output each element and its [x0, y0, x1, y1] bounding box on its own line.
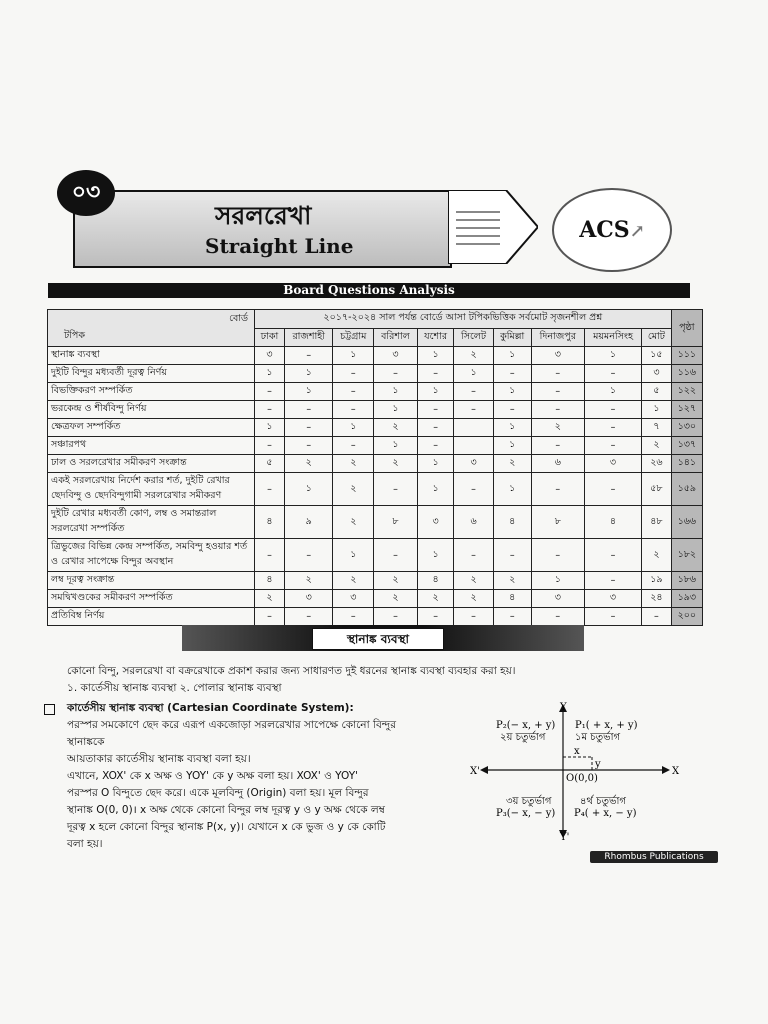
- table-row: [48, 572, 703, 590]
- topic-cell: বিভক্তিকরণ সম্পর্কিত: [48, 383, 255, 401]
- q3-label: ৩য় চতুর্ভাগ: [506, 796, 552, 807]
- value-cell: ১: [493, 347, 531, 365]
- value-cell: ৪: [493, 506, 531, 539]
- topic-label: টপিক: [64, 330, 85, 341]
- topic-cell: স্থানাঙ্ক ব্যবস্থা: [48, 347, 255, 365]
- value-cell: –: [285, 347, 333, 365]
- value-cell: –: [584, 419, 641, 437]
- value-cell: –: [417, 365, 454, 383]
- analysis-title: Board Questions Analysis: [48, 283, 690, 298]
- value-cell: –: [454, 401, 493, 419]
- value-cell: –: [584, 572, 641, 590]
- value-cell: –: [285, 539, 333, 572]
- topic-cell: ঢাল ও সরলরেখার সমীকরণ সংক্রান্ত: [48, 455, 255, 473]
- value-cell: ২: [255, 590, 285, 608]
- value-cell: ১৯: [642, 572, 671, 590]
- x-neg-label: X': [470, 766, 480, 777]
- board-label: বোর্ড: [229, 313, 248, 324]
- page-cell: ১৯৩: [671, 590, 702, 608]
- value-cell: ৪: [417, 572, 454, 590]
- checkbox-bullet-icon: [44, 704, 55, 715]
- page-cell: ১২৭: [671, 401, 702, 419]
- logo-text: ACS: [579, 217, 630, 243]
- q2-label: ২য় চতুর্ভাগ: [500, 732, 546, 743]
- value-cell: –: [531, 365, 584, 383]
- value-cell: ২৪: [642, 590, 671, 608]
- value-cell: –: [493, 365, 531, 383]
- column-header: রাজশাহী: [285, 328, 333, 347]
- value-cell: –: [584, 473, 641, 506]
- topic-cell: ক্ষেত্রফল সম্পর্কিত: [48, 419, 255, 437]
- value-cell: –: [584, 608, 641, 626]
- value-cell: –: [584, 401, 641, 419]
- value-cell: –: [333, 383, 374, 401]
- page-cell: ১৩০: [671, 419, 702, 437]
- board-analysis-table: [47, 309, 703, 626]
- value-cell: –: [417, 608, 454, 626]
- value-cell: ২: [285, 455, 333, 473]
- value-cell: ২: [454, 347, 493, 365]
- x-arrow-icon: [662, 766, 670, 774]
- column-header: চট্টগ্রাম: [333, 328, 374, 347]
- page-cell: ১২২: [671, 383, 702, 401]
- topic-cell: দুইটি বিন্দুর মধ্যবর্তী দূরত্ব নির্ণয়: [48, 365, 255, 383]
- coordinate-diagram: [470, 700, 680, 840]
- value-cell: ২: [333, 473, 374, 506]
- value-cell: ১: [417, 539, 454, 572]
- value-cell: ৪: [255, 506, 285, 539]
- value-cell: ২: [642, 539, 671, 572]
- value-cell: –: [333, 401, 374, 419]
- value-cell: –: [417, 401, 454, 419]
- value-cell: –: [493, 608, 531, 626]
- value-cell: –: [255, 539, 285, 572]
- page-cell: ১৩৭: [671, 437, 702, 455]
- value-cell: ১: [531, 572, 584, 590]
- value-cell: ১: [285, 383, 333, 401]
- value-cell: ১: [454, 365, 493, 383]
- table-row: [48, 590, 703, 608]
- value-cell: ১: [374, 401, 418, 419]
- value-cell: –: [454, 383, 493, 401]
- topic-cell: লম্ব দূরত্ব সংক্রান্ত: [48, 572, 255, 590]
- value-cell: –: [454, 608, 493, 626]
- topic-cell: একই সরলরেখায় নির্দেশ করার শর্ত, দুইটি রেখার ছেদবিন্দু ও ছেদবিন্দুগামী সরলরেখার সমীকরণ: [48, 473, 255, 506]
- table-corner: [48, 310, 255, 347]
- origin-label: O(0,0): [566, 773, 598, 784]
- value-cell: ৩: [584, 455, 641, 473]
- value-cell: ৪: [493, 590, 531, 608]
- value-cell: [454, 419, 493, 437]
- value-cell: ১: [417, 347, 454, 365]
- value-cell: ১: [493, 419, 531, 437]
- value-cell: ২: [493, 572, 531, 590]
- page-cell: ১৫৯: [671, 473, 702, 506]
- column-header: মোট: [642, 328, 671, 347]
- value-cell: ৯: [285, 506, 333, 539]
- x-distance-label: x: [574, 746, 580, 757]
- value-cell: ৫: [255, 455, 285, 473]
- table-row: [48, 365, 703, 383]
- value-cell: ১: [493, 383, 531, 401]
- value-cell: ২: [454, 590, 493, 608]
- table-row: [48, 455, 703, 473]
- value-cell: –: [255, 401, 285, 419]
- value-cell: ৮: [531, 506, 584, 539]
- value-cell: ১৫: [642, 347, 671, 365]
- table-row: [48, 383, 703, 401]
- value-cell: –: [255, 608, 285, 626]
- value-cell: ২: [333, 455, 374, 473]
- column-header: দিনাজপুর: [531, 328, 584, 347]
- value-cell: ১: [255, 365, 285, 383]
- value-cell: ১: [493, 473, 531, 506]
- value-cell: –: [374, 608, 418, 626]
- page-header: পৃষ্ঠা: [671, 310, 702, 347]
- p4-label: P₄( + x, − y): [574, 808, 637, 819]
- value-cell: –: [531, 608, 584, 626]
- intro-text: কোনো বিন্দু, সরলরেখা বা বক্ররেখাকে প্রকাশ করার জন্য সাধারণত দুই ধরনের স্থানাঙ্ক ব্যবস্থা ব্যবহার করা হয়।: [67, 665, 516, 677]
- y-label: Y: [560, 702, 567, 713]
- value-cell: ৩: [531, 347, 584, 365]
- table-row: [48, 506, 703, 539]
- value-cell: –: [285, 419, 333, 437]
- value-cell: ৬: [454, 506, 493, 539]
- topic-cell: সমদ্বিখণ্ডকের সমীকরণ সম্পর্কিত: [48, 590, 255, 608]
- value-cell: –: [374, 473, 418, 506]
- p2-label: P₂(− x, + y): [496, 720, 556, 731]
- value-cell: ১: [285, 473, 333, 506]
- value-cell: ১: [333, 419, 374, 437]
- value-cell: ২: [285, 572, 333, 590]
- cartesian-line: বলা হয়।: [67, 838, 103, 850]
- x-label: X: [672, 766, 680, 777]
- chapter-number: ০৩: [57, 170, 115, 216]
- value-cell: ১: [374, 383, 418, 401]
- value-cell: ৩: [417, 506, 454, 539]
- value-cell: ৩: [531, 590, 584, 608]
- value-cell: ২: [493, 455, 531, 473]
- value-cell: ১: [417, 455, 454, 473]
- x-neg-arrow-icon: [480, 766, 488, 774]
- value-cell: –: [531, 437, 584, 455]
- value-cell: ৪: [584, 506, 641, 539]
- value-cell: ১: [642, 401, 671, 419]
- value-cell: –: [285, 437, 333, 455]
- value-cell: –: [493, 539, 531, 572]
- table-row: [48, 347, 703, 365]
- q4-label: ৪র্থ চতুর্ভাগ: [580, 796, 626, 807]
- value-cell: ১: [333, 347, 374, 365]
- value-cell: ১: [333, 539, 374, 572]
- q1-label: ১ম চতুর্ভাগ: [575, 732, 621, 743]
- value-cell: ৩: [374, 347, 418, 365]
- publisher-footer: Rhombus Publications: [590, 851, 718, 863]
- value-cell: ২: [531, 419, 584, 437]
- value-cell: ৫: [642, 383, 671, 401]
- value-cell: –: [454, 539, 493, 572]
- table-row: [48, 473, 703, 506]
- topic-cell: সঞ্চারপথ: [48, 437, 255, 455]
- value-cell: –: [417, 437, 454, 455]
- value-cell: ৩: [454, 455, 493, 473]
- chapter-title-en: Straight Line: [205, 234, 354, 258]
- y-neg-label: Y': [560, 832, 570, 840]
- value-cell: ১: [584, 383, 641, 401]
- span-header: ২০১৭-২০২৪ সাল পর্যন্ত বোর্ডে আসা টপিকভিত্তিক সর্বমোট সৃজনশীল প্রশ্ন: [255, 310, 672, 329]
- value-cell: –: [333, 437, 374, 455]
- value-cell: –: [333, 608, 374, 626]
- page-cell: ১১১: [671, 347, 702, 365]
- page-cell: ১৮৬: [671, 572, 702, 590]
- page-cell: ১১৬: [671, 365, 702, 383]
- column-header: কুমিল্লা: [493, 328, 531, 347]
- value-cell: ৪৮: [642, 506, 671, 539]
- acs-logo: [552, 188, 672, 272]
- value-cell: ২: [333, 506, 374, 539]
- value-cell: ৬: [531, 455, 584, 473]
- value-cell: –: [531, 539, 584, 572]
- cartesian-line: দূরত্ব x হলে কোনো বিন্দুর স্থানাঙ্ক P(x, y)। যেখানে x কে ভুজ ও y কে কোটি: [67, 821, 386, 833]
- cartesian-heading: কার্তেসীয় স্থানাঙ্ক ব্যবস্থা (Cartesian Coordinate System):: [67, 702, 354, 714]
- value-cell: ২৬: [642, 455, 671, 473]
- cartesian-line: স্থানাঙ্ক O(0, 0)। x অক্ষ থেকে কোনো বিন্দুর লম্ব দূরত্ব y ও y অক্ষ থেকে লম্ব: [67, 804, 385, 816]
- value-cell: –: [255, 473, 285, 506]
- value-cell: ২: [333, 572, 374, 590]
- table-body: [48, 347, 703, 626]
- y-distance-label: y: [595, 759, 601, 770]
- coordinate-types: ১. কার্তেসীয় স্থানাঙ্ক ব্যবস্থা ২. পোলার স্থানাঙ্ক ব্যবস্থা: [67, 682, 282, 694]
- value-cell: ১: [417, 473, 454, 506]
- p3-label: P₃(− x, − y): [496, 808, 556, 819]
- value-cell: ৩: [255, 347, 285, 365]
- value-cell: ২: [374, 590, 418, 608]
- column-header: ঢাকা: [255, 328, 285, 347]
- column-header: বরিশাল: [374, 328, 418, 347]
- cartesian-line: পরস্পর O বিন্দুতে ছেদ করে। একে মূলবিন্দু (Origin) বলা হয়। মূল বিন্দুর: [67, 787, 369, 799]
- value-cell: ১: [374, 437, 418, 455]
- page-cell: ১৪১: [671, 455, 702, 473]
- value-cell: ২: [454, 572, 493, 590]
- value-cell: ৫৮: [642, 473, 671, 506]
- value-cell: ২: [374, 455, 418, 473]
- value-cell: ৪: [255, 572, 285, 590]
- table-row: [48, 419, 703, 437]
- value-cell: –: [584, 437, 641, 455]
- value-cell: –: [642, 608, 671, 626]
- value-cell: –: [454, 473, 493, 506]
- value-cell: ৩: [642, 365, 671, 383]
- value-cell: –: [531, 383, 584, 401]
- column-header: যশোর: [417, 328, 454, 347]
- value-cell: ১: [493, 437, 531, 455]
- cartesian-line: আয়তাকার কার্তেসীয় স্থানাঙ্ক ব্যবস্থা বলা হয়।: [67, 753, 251, 765]
- value-cell: ১: [255, 419, 285, 437]
- page-cell: ২০০: [671, 608, 702, 626]
- pencil-graphic-icon: [448, 190, 538, 264]
- value-cell: ১: [584, 347, 641, 365]
- value-cell: ১: [417, 383, 454, 401]
- value-cell: ১: [285, 365, 333, 383]
- value-cell: –: [417, 419, 454, 437]
- column-header: ময়মনসিংহ: [584, 328, 641, 347]
- cartesian-body: [67, 717, 422, 853]
- value-cell: –: [493, 401, 531, 419]
- table-row: [48, 608, 703, 626]
- value-cell: ২: [374, 419, 418, 437]
- value-cell: –: [374, 539, 418, 572]
- value-cell: ২: [642, 437, 671, 455]
- value-cell: [454, 437, 493, 455]
- value-cell: –: [255, 383, 285, 401]
- chapter-title-bn: সরলরেখা: [215, 201, 312, 230]
- value-cell: –: [531, 401, 584, 419]
- value-cell: –: [285, 401, 333, 419]
- page-cell: ১৮২: [671, 539, 702, 572]
- table-row: [48, 437, 703, 455]
- value-cell: ২: [374, 572, 418, 590]
- value-cell: ২: [417, 590, 454, 608]
- page-cell: ১৬৬: [671, 506, 702, 539]
- value-cell: ৩: [333, 590, 374, 608]
- value-cell: –: [584, 539, 641, 572]
- topic-cell: দুইটি রেখার মধ্যবর্তী কোণ, লম্ব ও সমান্তরাল সরলরেখা সম্পর্কিত: [48, 506, 255, 539]
- value-cell: ৩: [584, 590, 641, 608]
- value-cell: –: [531, 473, 584, 506]
- section-heading: স্থানাঙ্ক ব্যবস্থা: [312, 628, 444, 650]
- table-row: [48, 401, 703, 419]
- column-header: সিলেট: [454, 328, 493, 347]
- cartesian-line: পরস্পর সমকোণে ছেদ করে এরূপ একজোড়া সরলরেখার সাপেক্ষে কোনো বিন্দুর স্থানাঙ্ককে: [67, 719, 397, 748]
- value-cell: ৩: [285, 590, 333, 608]
- value-cell: ৭: [642, 419, 671, 437]
- arrow-icon: ↗: [629, 221, 645, 242]
- topic-cell: ভরকেন্দ্র ও শীর্ষবিন্দু নির্ণয়: [48, 401, 255, 419]
- value-cell: –: [374, 365, 418, 383]
- table-row: [48, 539, 703, 572]
- value-cell: –: [285, 608, 333, 626]
- value-cell: –: [333, 365, 374, 383]
- value-cell: –: [255, 437, 285, 455]
- value-cell: –: [584, 365, 641, 383]
- cartesian-line: এখানে, XOX' কে x অক্ষ ও YOY' কে y অক্ষ বলা হয়। XOX' ও YOY': [67, 770, 358, 782]
- topic-cell: প্রতিবিম্ব নির্ণয়: [48, 608, 255, 626]
- value-cell: ৮: [374, 506, 418, 539]
- p1-label: P₁( + x, + y): [575, 720, 638, 731]
- topic-cell: ত্রিভুজের বিভিন্ন কেন্দ্র সম্পর্কিত, সমবিন্দু হওয়ার শর্ত ও রেখার সাপেক্ষে বিন্দুর অবস্থান: [48, 539, 255, 572]
